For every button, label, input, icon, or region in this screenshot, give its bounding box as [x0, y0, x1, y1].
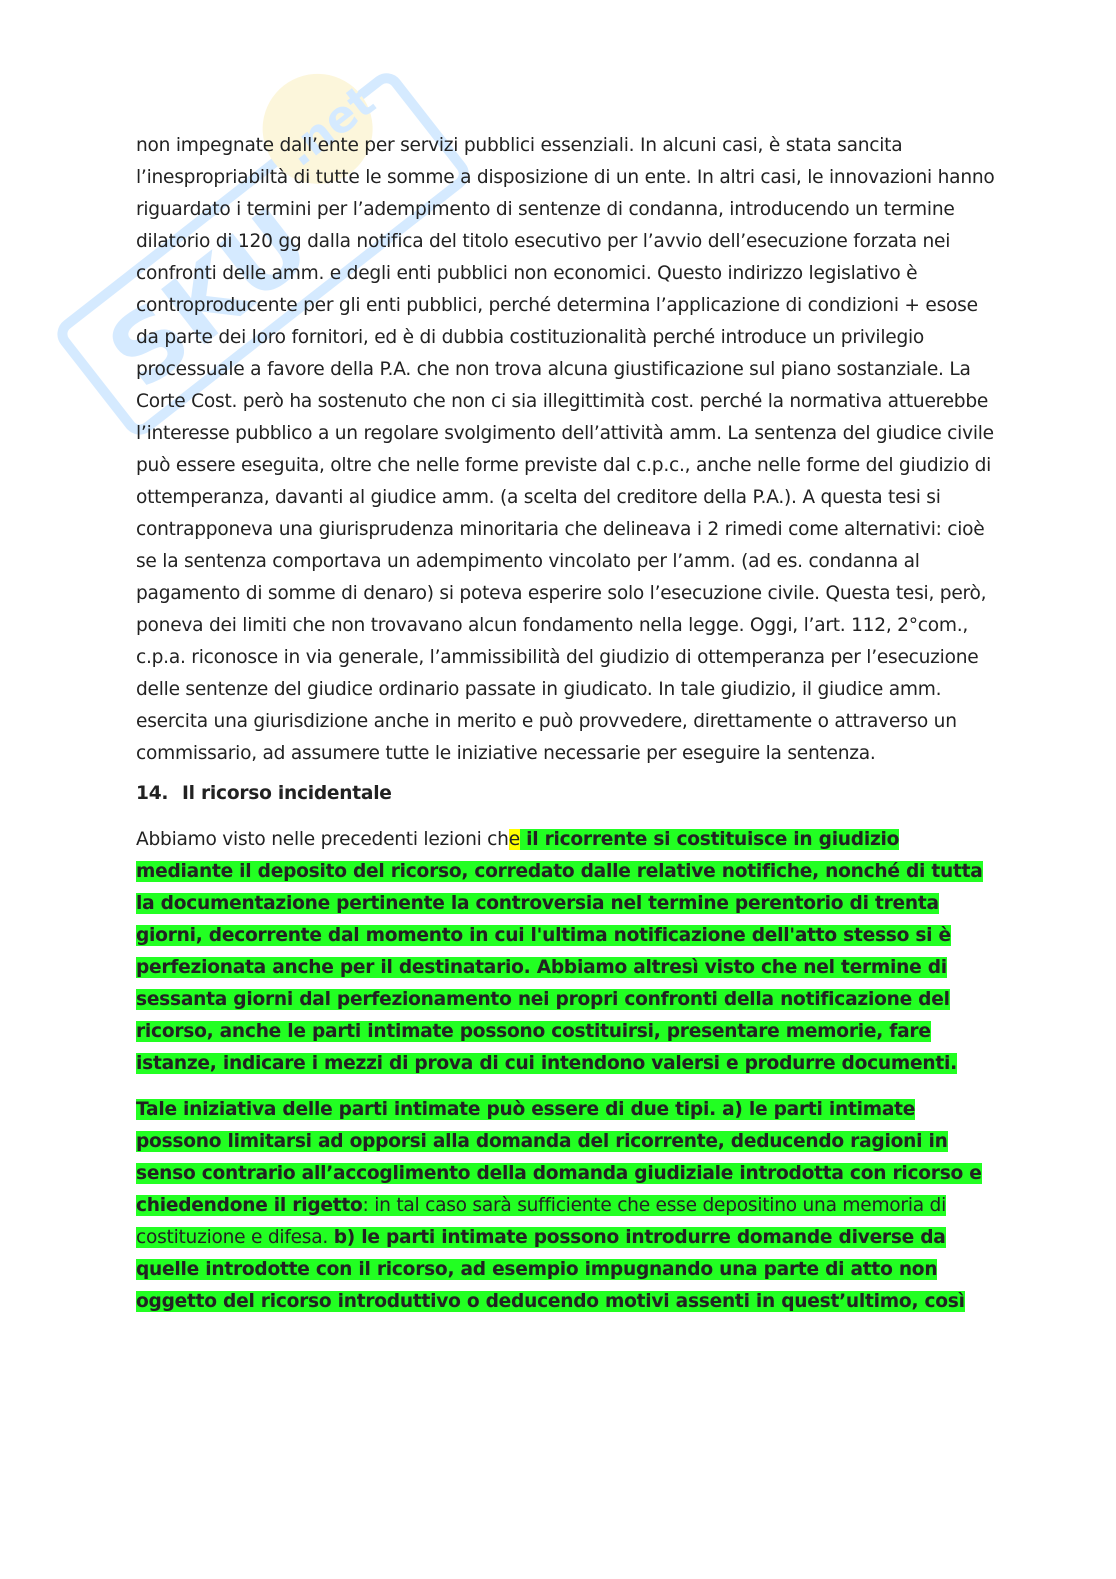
section-title: Il ricorso incidentale [182, 783, 392, 804]
paragraph-continuation: non impegnate dall’ente per servizi pubblici essenziali. In alcuni casi, è stata sancita l’inespropriabiltà di tutte le somme a disposizione di un ente. In altri casi, le innovazioni hanno riguardato i termini per l’adempimento di sentenze di condanna, introducendo un termine dilatorio di 120 gg dalla notifica del titolo esecutivo per l’avvio dell’esecuzione forzata nei confronti delle amm. e degli enti pubblici non economici. Questo indirizzo legislativo è controproducente per gli enti pubblici, perché determina l’applicazione di condizioni + esose da parte dei loro fornitori, ed è di dubbia costituzionalità perché introduce un privilegio processuale a favore della P.A. che non trova alcuna giustificazione sul piano sostanziale. La Corte Cost. però ha sostenuto che non ci sia illegittimità cost. perché la normativa attuerebbe l’interesse pubblico a un regolare svolgimento dell’attività amm. La sentenza del giudice civile può essere eseguita, oltre che nelle forme previste dal c.p.c., anche nelle forme del giudizio di ottemperanza, davanti al giudice amm. (a scelta del creditore della P.A.). A questa tesi si contrapponeva una giurisprudenza minoritaria che delineava i 2 rimedi come alternativi: cioè se la sentenza comportava un adempimento vincolato per l’amm. (ad es. condanna al pagamento di somme di denaro) si poteva esperire solo l’esecuzione civile. Questa tesi, però, poneva dei limiti che non trovavano alcun fondamento nella legge. Oggi, l’art. 112, 2°com., c.p.a. riconosce in via generale, l’ammissibilità del giudizio di ottemperanza per l’esecuzione delle sentenze del giudice ordinario passate in giudicato. In tale giudizio, il giudice amm. esercita una giurisdizione anche in merito e può provvedere, direttamente o attraverso un commissario, ad assumere tutte le iniziative necessarie per eseguire la sentenza. [136, 135, 995, 764]
document-body [136, 130, 996, 1318]
yellow-highlight: e [508, 829, 520, 850]
green-highlight-normal: : in tal caso sarà sufficiente che esse depositino una memoria di costituzione e difesa. [136, 1195, 947, 1248]
paragraph-intro-text: Abbiamo visto nelle precedenti lezioni ch [136, 829, 509, 850]
section-heading [136, 778, 996, 810]
green-highlight-bold-a: Tale iniziativa delle parti intimate può essere di due tipi. a) le parti intimate possono limitarsi ad opporsi alla domanda del ricorrente, deducendo ragioni in senso contrario all’accoglimento della domanda giudiziale introdotta con ricorso e chiedendone il rigetto [136, 1099, 982, 1216]
svg-text:SKU: SKU [87, 186, 331, 411]
green-highlight-bold-b: b) le parti intimate possono introdurre domande diverse da quelle introdotte con il ricorso, ad esempio impugnando una parte di atto non oggetto del ricorso introduttivo o deducendo motivi assenti in quest’ultimo, così [136, 1227, 965, 1312]
svg-text:.net: .net [275, 75, 385, 177]
paragraph-parti-intimate [136, 1094, 996, 1318]
green-highlight-text: il ricorrente si costituisce in giudizio mediante il deposito del ricorso, corredato dalle relative notifiche, nonché di tutta la documentazione pertinente la controversia nel termine perentorio di trenta giorni, decorrente dal momento in cui l'ultima notificazione dell'atto stesso si è perfezionata anche per il destinatario. Abbiamo altresì visto che nel termine di sessanta giorni dal perfezionamento nei propri confronti della notificazione del ricorso, anche le parti intimate possono costituirsi, presentare memorie, fare istanze, indicare i mezzi di prova di cui intendono valersi e produrre documenti. [136, 829, 983, 1074]
paragraph-ricorrente [136, 824, 996, 1080]
section-number: 14. [136, 783, 169, 804]
